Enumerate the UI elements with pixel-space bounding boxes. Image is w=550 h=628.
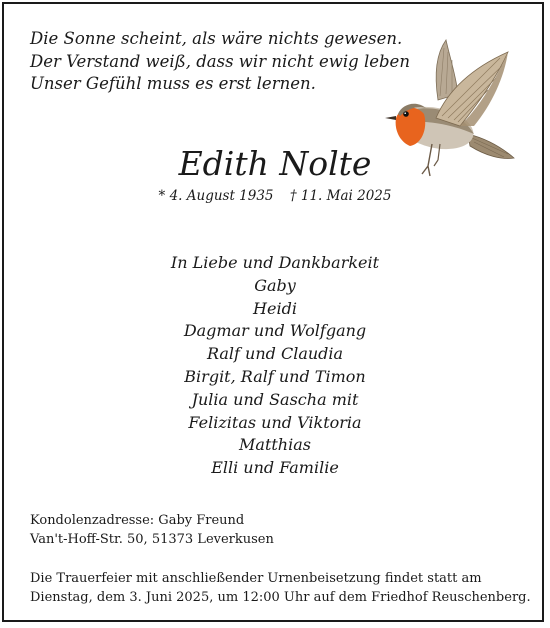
address-line: Van't-Hoff-Str. 50, 51373 Leverkusen (30, 532, 274, 547)
poem-line: Der Verstand weiß, dass wir nicht ewig leben (30, 51, 410, 71)
mourner-name: Heidi (253, 298, 297, 318)
mourners-intro: In Liebe und Dankbarkeit (170, 253, 380, 272)
mourners-list (4, 252, 546, 480)
mourner-name: Birgit, Ralf und Timon (184, 366, 366, 386)
death-date: † 11. Mai 2025 (289, 188, 392, 204)
poem-line: Unser Gefühl muss es erst lernen. (30, 74, 316, 93)
mourner-name: Dagmar und Wolfgang (183, 321, 367, 341)
address-line: Kondolenzadresse: Gaby Freund (30, 513, 245, 528)
mourner-name: Gaby (254, 275, 296, 295)
mourner-name: Julia und Sascha mit (191, 389, 359, 409)
mourner-name: Matthias (239, 435, 311, 455)
birth-date: * 4. August 1935 (158, 188, 274, 204)
mourner-name: Elli und Familie (211, 458, 339, 478)
poem-line: Die Sonne scheint, als wäre nichts gewesen. (30, 29, 403, 48)
mourner-name: Felizitas und Viktoria (188, 412, 362, 432)
mourner-name: Ralf und Claudia (206, 344, 344, 364)
obituary-card (2, 2, 544, 622)
life-dates (4, 188, 546, 204)
ceremony-line: Dienstag, dem 3. Juni 2025, um 12:00 Uhr auf dem Friedhof Reuschenberg. (30, 590, 531, 605)
poem (30, 28, 410, 96)
deceased-name: Edith Nolte (178, 144, 372, 183)
ceremony-notice (30, 569, 531, 607)
condolence-address (30, 511, 274, 549)
ceremony-line: Die Trauerfeier mit anschließender Urnenbeisetzung findet statt am (30, 571, 482, 586)
